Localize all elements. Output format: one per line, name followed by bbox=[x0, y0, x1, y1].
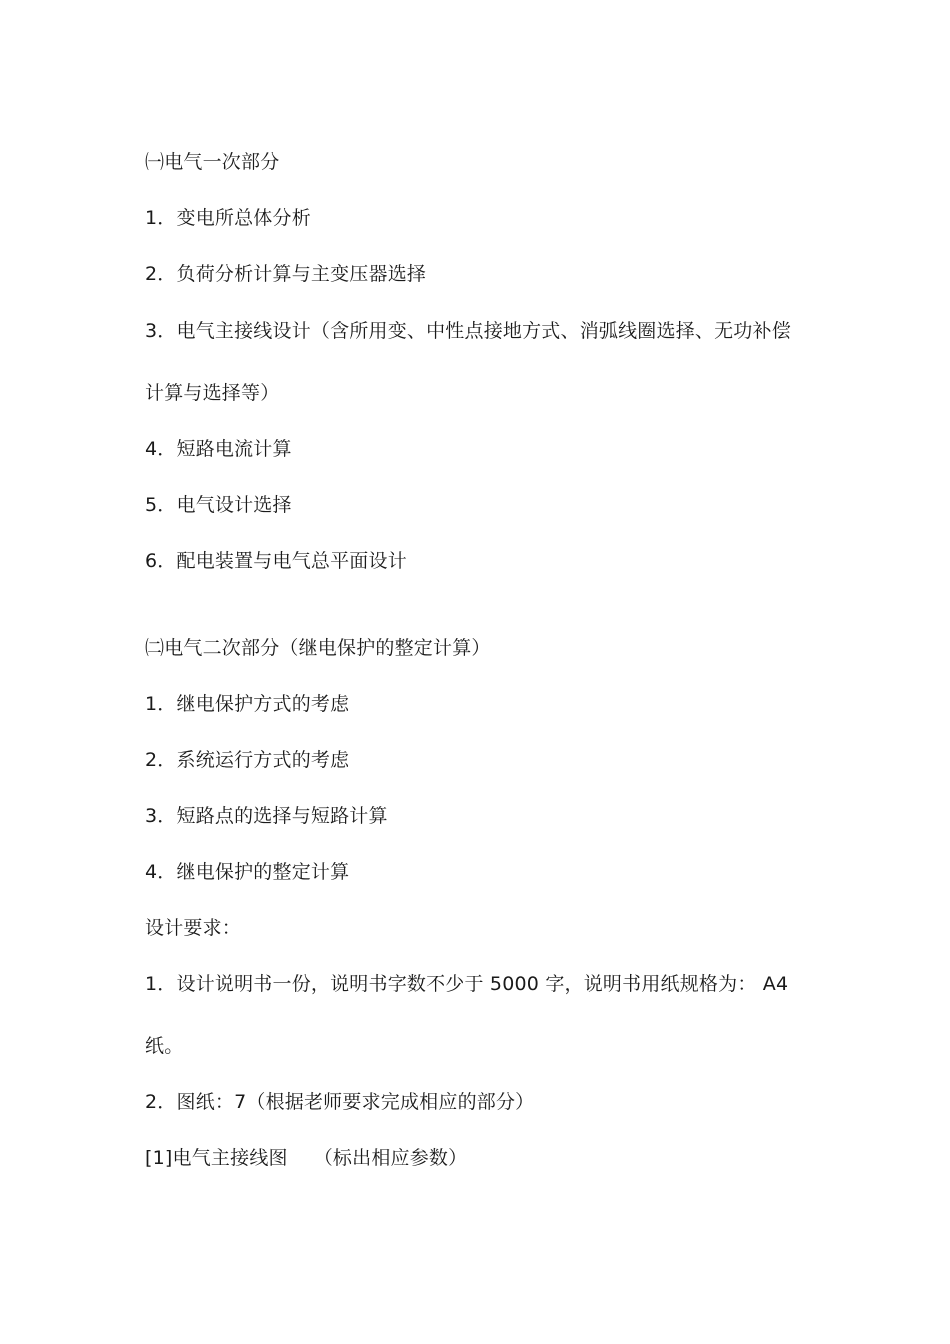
requirements-item-1-line-1: 1．设计说明书一份，说明书字数不少于 5000 字，说明书用纸规格为： A4 bbox=[145, 973, 789, 995]
requirements-item-3 bbox=[145, 1146, 835, 1170]
section-1-heading: ㈠电气一次部分 bbox=[145, 151, 280, 173]
section-1-item-2: 2．负荷分析计算与主变压器选择 bbox=[145, 263, 427, 285]
section-1-item-4: 4．短路电流计算 bbox=[145, 438, 292, 460]
section-2-item-2: 2．系统运行方式的考虑 bbox=[145, 749, 350, 771]
section-1-item-6: 6．配电装置与电气总平面设计 bbox=[145, 550, 407, 572]
section-2-item-4: 4．继电保护的整定计算 bbox=[145, 861, 350, 883]
section-2-item-1: 1．继电保护方式的考虑 bbox=[145, 693, 350, 715]
requirements-item-2: 2．图纸：7（根据老师要求完成相应的部分） bbox=[145, 1091, 535, 1113]
requirements-heading: 设计要求： bbox=[145, 917, 242, 939]
section-2-item-3: 3．短路点的选择与短路计算 bbox=[145, 805, 388, 827]
section-1-item-3-line-1: 3．电气主接线设计（含所用变、中性点接地方式、消弧线圈选择、无功补偿 bbox=[145, 320, 791, 342]
section-1-item-3-line-2: 计算与选择等） bbox=[145, 382, 280, 404]
section-2-heading: ㈡电气二次部分（继电保护的整定计算） bbox=[145, 637, 491, 659]
drawing-label: [1]电气主接线图 bbox=[145, 1147, 288, 1169]
requirements-item-1-line-2: 纸。 bbox=[145, 1035, 184, 1057]
section-1-item-1: 1．变电所总体分析 bbox=[145, 207, 311, 229]
drawing-note: （标出相应参数） bbox=[313, 1147, 468, 1169]
section-1-item-5: 5．电气设计选择 bbox=[145, 494, 292, 516]
